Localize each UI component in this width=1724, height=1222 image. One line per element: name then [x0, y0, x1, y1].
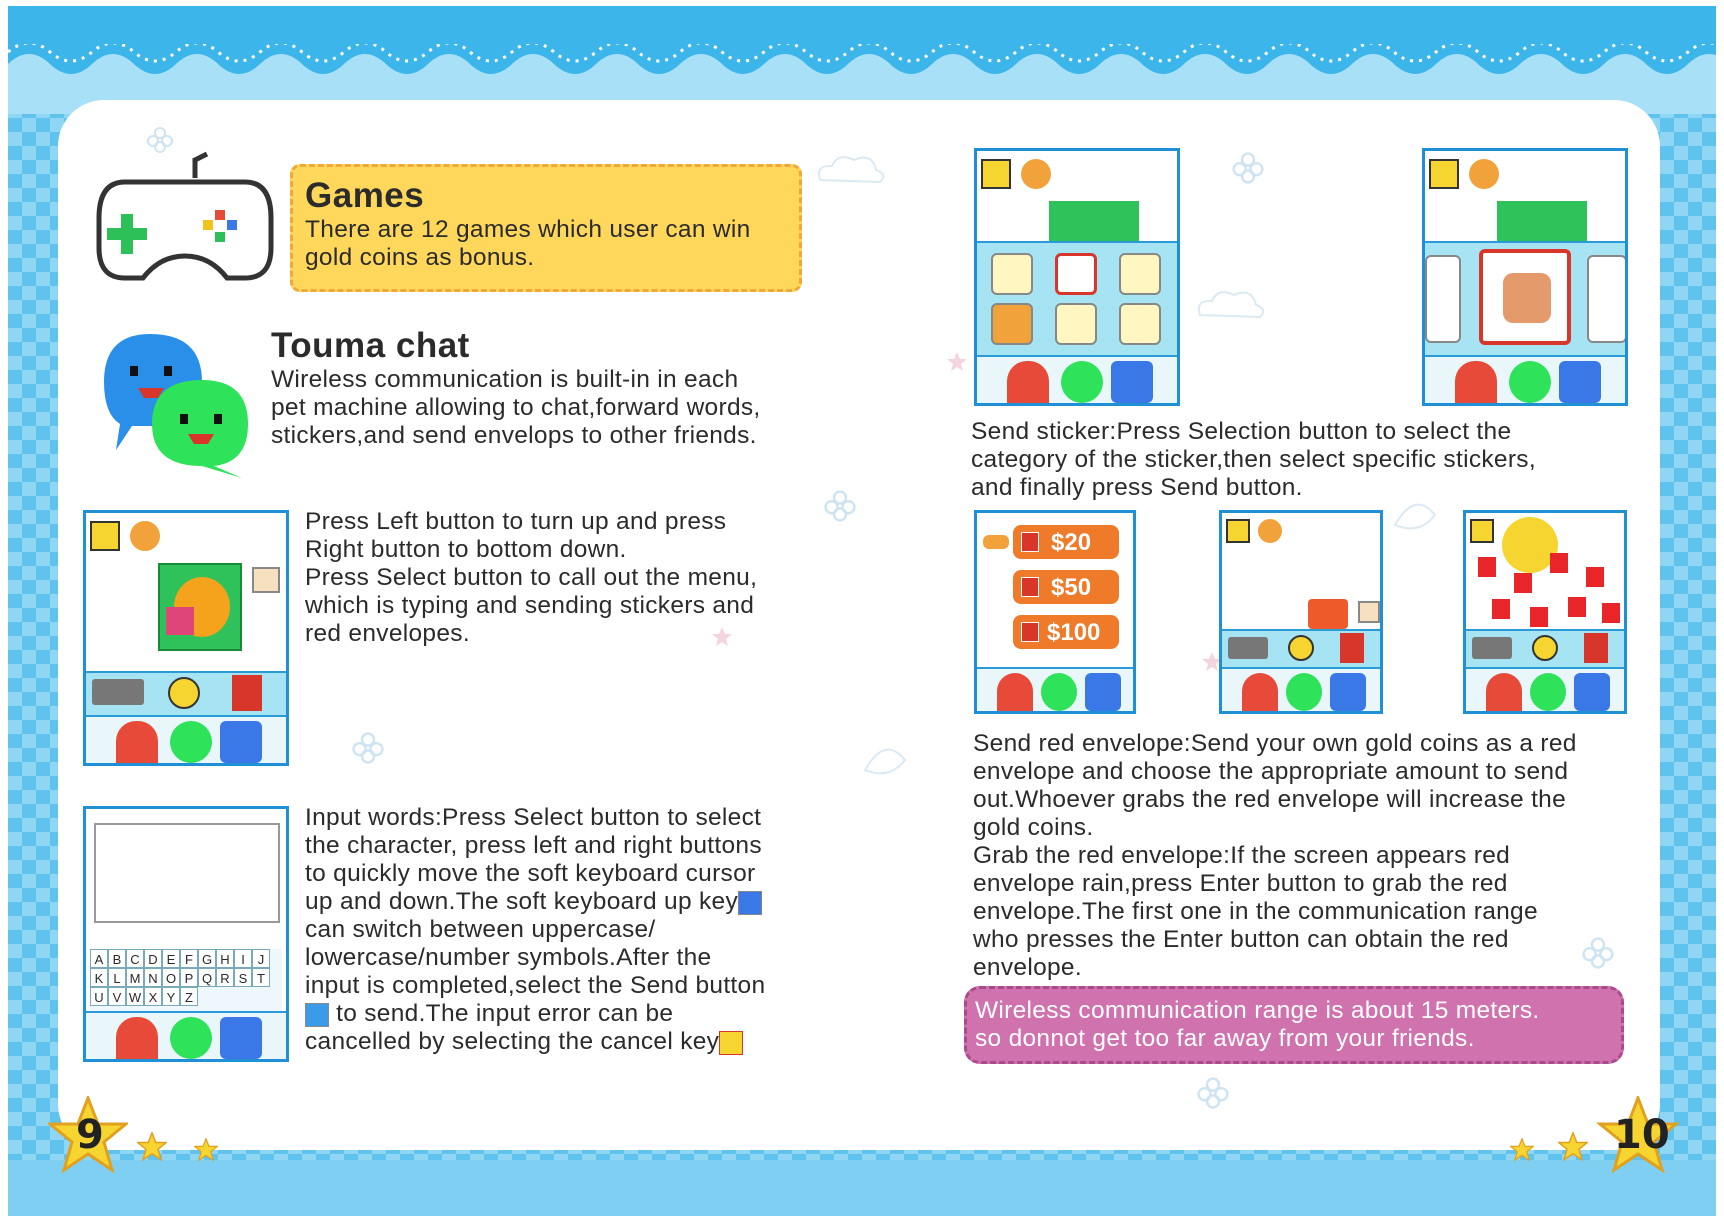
emoji-face-icon [130, 521, 160, 551]
keyboard-key[interactable]: X [144, 987, 162, 1006]
red-envelope-icon [1021, 577, 1039, 597]
keyboard-key[interactable]: R [216, 968, 234, 987]
sticker-select-screen [1422, 148, 1628, 406]
cloud-doodle-icon [1190, 285, 1270, 325]
keyboard-key[interactable]: E [162, 949, 180, 968]
chat-icon[interactable] [170, 721, 212, 763]
friend-avatar-icon [252, 567, 280, 593]
keyboard-key[interactable]: B [108, 949, 126, 968]
chat-icon[interactable] [1286, 673, 1322, 711]
door-icon[interactable] [1486, 673, 1522, 711]
red-envelope-icon[interactable] [232, 675, 262, 711]
chat-icon[interactable] [170, 1017, 212, 1059]
cloud-doodle-icon [810, 150, 890, 190]
phone-icon[interactable] [1559, 361, 1601, 403]
door-icon[interactable] [1007, 361, 1049, 403]
amount-option-100[interactable] [1013, 615, 1119, 649]
input-words-instructions [305, 804, 825, 1056]
emoji-face-icon [1021, 159, 1051, 189]
red-envelope-message [1308, 599, 1348, 629]
page-number-right: 10 [1614, 1112, 1670, 1158]
keyboard-key[interactable]: K [90, 968, 108, 987]
keyboard-key[interactable]: J [252, 949, 270, 968]
envelope-sent-screen [1219, 510, 1383, 714]
leaf-doodle-icon [860, 740, 910, 780]
keyboard-key[interactable]: S [234, 968, 252, 987]
phone-icon[interactable] [220, 721, 262, 763]
small-star-icon [137, 1132, 167, 1162]
chat-icon[interactable] [1041, 673, 1077, 711]
red-envelope-instructions: Send red envelope:Send your own gold coins as a red envelope and choose the appropriate amount to send out.Whoever grabs the red envelope will increase the gold coins. Grab the red envelope:If the screen appears red envelope rain,press Enter button to grab the red envelope.The first one in the communication range who presses the Enter button can obtain the red envelope. [973, 730, 1577, 981]
amount-label: $50 [1051, 574, 1092, 601]
red-envelope-icon[interactable] [1584, 633, 1608, 663]
door-icon[interactable] [1242, 673, 1278, 711]
chat-icon[interactable] [1061, 361, 1103, 403]
sticker-option[interactable] [1055, 303, 1097, 345]
flower-doodle-icon [1230, 150, 1266, 186]
red-envelope-icon [1021, 532, 1039, 552]
flower-doodle-icon [1580, 935, 1616, 971]
keyboard-key[interactable]: U [90, 987, 108, 1006]
chick-avatar-icon [981, 159, 1011, 189]
navigation-instructions: Press Left button to turn up and press Right button to bottom down. Press Select button to call out the menu, which is typing and sending stickers and red envelopes. [305, 508, 758, 647]
keyboard-icon[interactable] [1472, 637, 1512, 659]
keyboard-key[interactable]: A [90, 949, 108, 968]
door-icon[interactable] [1455, 361, 1497, 403]
input-line-1: Input words:Press Select button to select [305, 804, 762, 831]
text-input-area[interactable] [94, 823, 280, 923]
keyboard-key[interactable]: H [216, 949, 234, 968]
keyboard-key[interactable]: F [180, 949, 198, 968]
chick-avatar-icon [1470, 519, 1494, 543]
input-line-8: to send.The input error can be [305, 1000, 825, 1028]
amount-option-50[interactable] [1013, 570, 1119, 604]
flower-doodle-icon [1195, 1075, 1231, 1111]
keyboard-key[interactable]: M [126, 968, 144, 987]
up-arrow-key-icon [738, 891, 762, 915]
keyboard-key[interactable]: N [144, 968, 162, 987]
range-note-text: Wireless communication range is about 15 meters. so donnot get too far away from your friends. [975, 997, 1540, 1052]
red-envelope-rain[interactable] [1474, 553, 1624, 629]
small-star-icon [194, 1138, 218, 1162]
phone-icon[interactable] [1111, 361, 1153, 403]
keyboard-key[interactable]: W [126, 987, 144, 1006]
door-icon[interactable] [116, 1017, 158, 1059]
amount-label: $20 [1051, 529, 1092, 556]
amount-option-20[interactable] [1013, 525, 1119, 559]
sticker-option[interactable] [1119, 303, 1161, 345]
cancel-key-icon [719, 1031, 743, 1055]
keyboard-key[interactable]: C [126, 949, 144, 968]
touma-chat-description: Wireless communication is built-in in each pet machine allowing to chat,forward words, stickers,and send envelops to other friends. [271, 366, 761, 449]
sticker-option[interactable] [1119, 253, 1161, 295]
small-star-icon [1510, 1138, 1534, 1162]
thumbs-up-sticker [1497, 201, 1587, 241]
touma-chat-title: Touma chat [271, 326, 470, 365]
input-line-3: to quickly move the soft keyboard cursor [305, 860, 756, 887]
emoji-face-icon [1469, 159, 1499, 189]
smiley-sticker-icon[interactable] [168, 677, 200, 709]
game-controller-icon [95, 148, 275, 288]
keyboard-key[interactable]: L [108, 968, 126, 987]
keyboard-key[interactable]: O [162, 968, 180, 987]
phone-icon[interactable] [220, 1017, 262, 1059]
friend-avatar-icon [1358, 601, 1380, 623]
send-sticker-instructions: Send sticker:Press Selection button to select the category of the sticker,then select specific stickers, and finally press Send button. [971, 418, 1536, 501]
sticker-option[interactable] [991, 303, 1033, 345]
chick-avatar-icon [1226, 519, 1250, 543]
input-line-5: can switch between uppercase/ [305, 916, 656, 943]
keyboard-icon[interactable] [92, 679, 144, 705]
page-number-left: 9 [76, 1112, 104, 1158]
chick-avatar-icon [1429, 159, 1459, 189]
input-line-4: up and down.The soft keyboard up key [305, 888, 825, 916]
thumbs-up-sticker [1049, 201, 1139, 241]
sticker-option[interactable] [991, 253, 1033, 295]
door-icon[interactable] [997, 673, 1033, 711]
sticker-option[interactable] [1587, 255, 1627, 343]
keyboard-key[interactable]: G [198, 949, 216, 968]
input-line-6: lowercase/number symbols.After the [305, 944, 712, 971]
phone-icon[interactable] [1085, 673, 1121, 711]
bottom-band [8, 1160, 1716, 1216]
input-line-9: cancelled by selecting the cancel key [305, 1028, 825, 1056]
chat-screen-preview [83, 510, 289, 766]
sticker-image [158, 563, 242, 651]
input-line-7: input is completed,select the Send button [305, 972, 766, 999]
keyboard-icon[interactable] [1228, 637, 1268, 659]
sticker-option-selected[interactable] [1055, 253, 1097, 295]
chick-avatar-icon [90, 521, 120, 551]
pointer-hand-icon [983, 535, 1009, 549]
keyboard-key[interactable]: P [180, 968, 198, 987]
phone-icon[interactable] [1330, 673, 1366, 711]
games-description: There are 12 games which user can win gold coins as bonus. [305, 216, 751, 271]
chat-icon[interactable] [1509, 361, 1551, 403]
keyboard-key[interactable]: Z [180, 987, 198, 1006]
chat-icon[interactable] [1530, 673, 1566, 711]
emoji-face-icon [1258, 519, 1282, 543]
phone-icon[interactable] [1574, 673, 1610, 711]
chat-bubbles-icon [102, 330, 252, 480]
sticker-option[interactable] [1425, 255, 1461, 343]
soft-keyboard[interactable] [90, 949, 282, 1011]
envelope-amount-screen [974, 510, 1136, 714]
envelope-rain-screen [1463, 510, 1627, 714]
keyboard-key[interactable]: T [252, 968, 270, 987]
small-star-icon [1558, 1132, 1588, 1162]
sticker-option-selected[interactable] [1479, 249, 1571, 345]
keyboard-key[interactable]: Q [198, 968, 216, 987]
keyboard-key[interactable]: V [108, 987, 126, 1006]
send-key-icon [305, 1003, 329, 1027]
keyboard-screen-preview [83, 806, 289, 1062]
keyboard-key[interactable]: D [144, 949, 162, 968]
range-note-box [964, 986, 1624, 1064]
keyboard-key[interactable]: Y [162, 987, 180, 1006]
input-line-2: the character, press left and right buttons [305, 832, 762, 859]
red-envelope-icon [1021, 622, 1039, 642]
flower-doodle-icon [822, 488, 858, 524]
games-title: Games [305, 176, 425, 215]
door-icon[interactable] [116, 721, 158, 763]
smiley-sticker-icon[interactable] [1288, 635, 1314, 661]
flower-doodle-icon [350, 730, 386, 766]
sticker-category-screen [974, 148, 1180, 406]
amount-label: $100 [1047, 619, 1101, 646]
keyboard-key[interactable]: I [234, 949, 252, 968]
smiley-sticker-icon[interactable] [1532, 635, 1558, 661]
star-doodle-icon [945, 350, 969, 374]
red-envelope-icon[interactable] [1340, 633, 1364, 663]
